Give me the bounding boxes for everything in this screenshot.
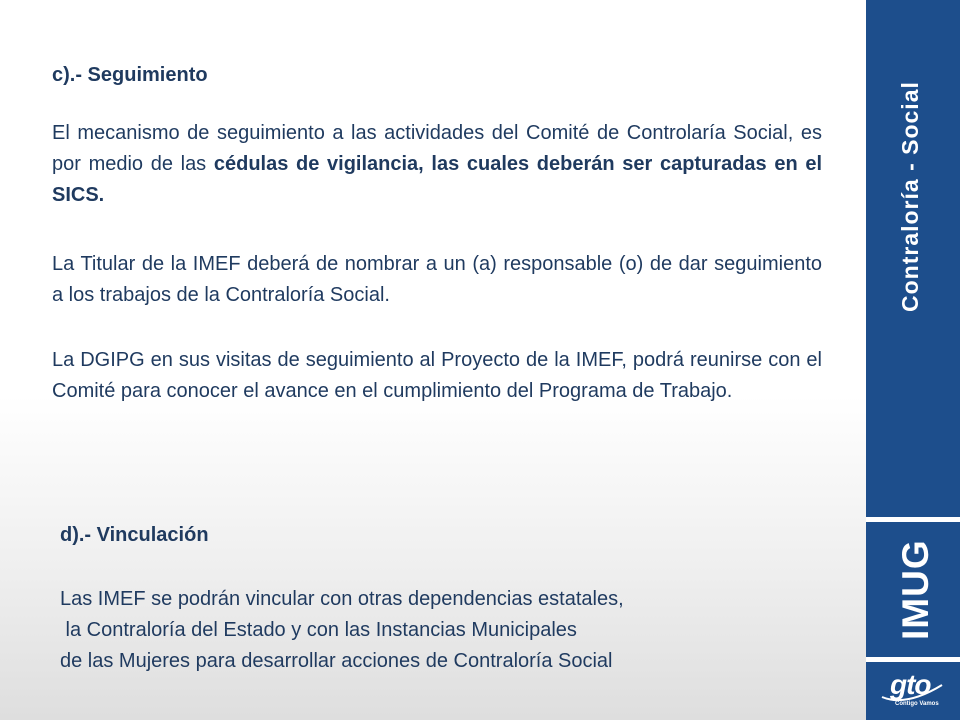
logo-text: gto xyxy=(890,669,931,700)
paragraph-1-text: El mecanismo de seguimiento a las actividades del Comité de Controlaría Social, es por medio de las xyxy=(52,122,822,175)
section-d-paragraph xyxy=(60,584,840,677)
section-d-line: la Contraloría del Estado y con las Instancias Municipales xyxy=(60,619,577,641)
section-d-line: Las IMEF se podrán vincular con otras dependencias estatales, xyxy=(60,588,624,610)
logo-tagline: Contigo Vamos xyxy=(895,701,939,707)
section-c-paragraph-1 xyxy=(52,118,822,211)
section-c-paragraph-2: La Titular de la IMEF deberá de nombrar a un (a) responsable (o) de dar seguimiento a los trabajos de la Contraloría Social. xyxy=(52,253,822,306)
section-d-line: de las Mujeres para desarrollar acciones de Contraloría Social xyxy=(60,650,613,672)
sidebar-brand: IMUG xyxy=(895,539,936,640)
section-d-heading: d).- Vinculación xyxy=(60,524,209,546)
sidebar-divider xyxy=(866,657,960,662)
sidebar-title: Contraloría - Social xyxy=(897,81,923,312)
gto-logo xyxy=(876,663,950,715)
section-c-heading: c).- Seguimiento xyxy=(52,64,208,86)
section-c-paragraph-3: La DGIPG en sus visitas de seguimiento al Proyecto de la IMEF, podrá reunirse con el Comité para conocer el avance en el cumplimiento del Programa de Trabajo. xyxy=(52,349,822,402)
paragraph-1-bold-text: cédulas de vigilancia, las cuales deberán ser capturadas en el SICS. xyxy=(52,153,823,206)
sidebar-divider xyxy=(866,517,960,522)
